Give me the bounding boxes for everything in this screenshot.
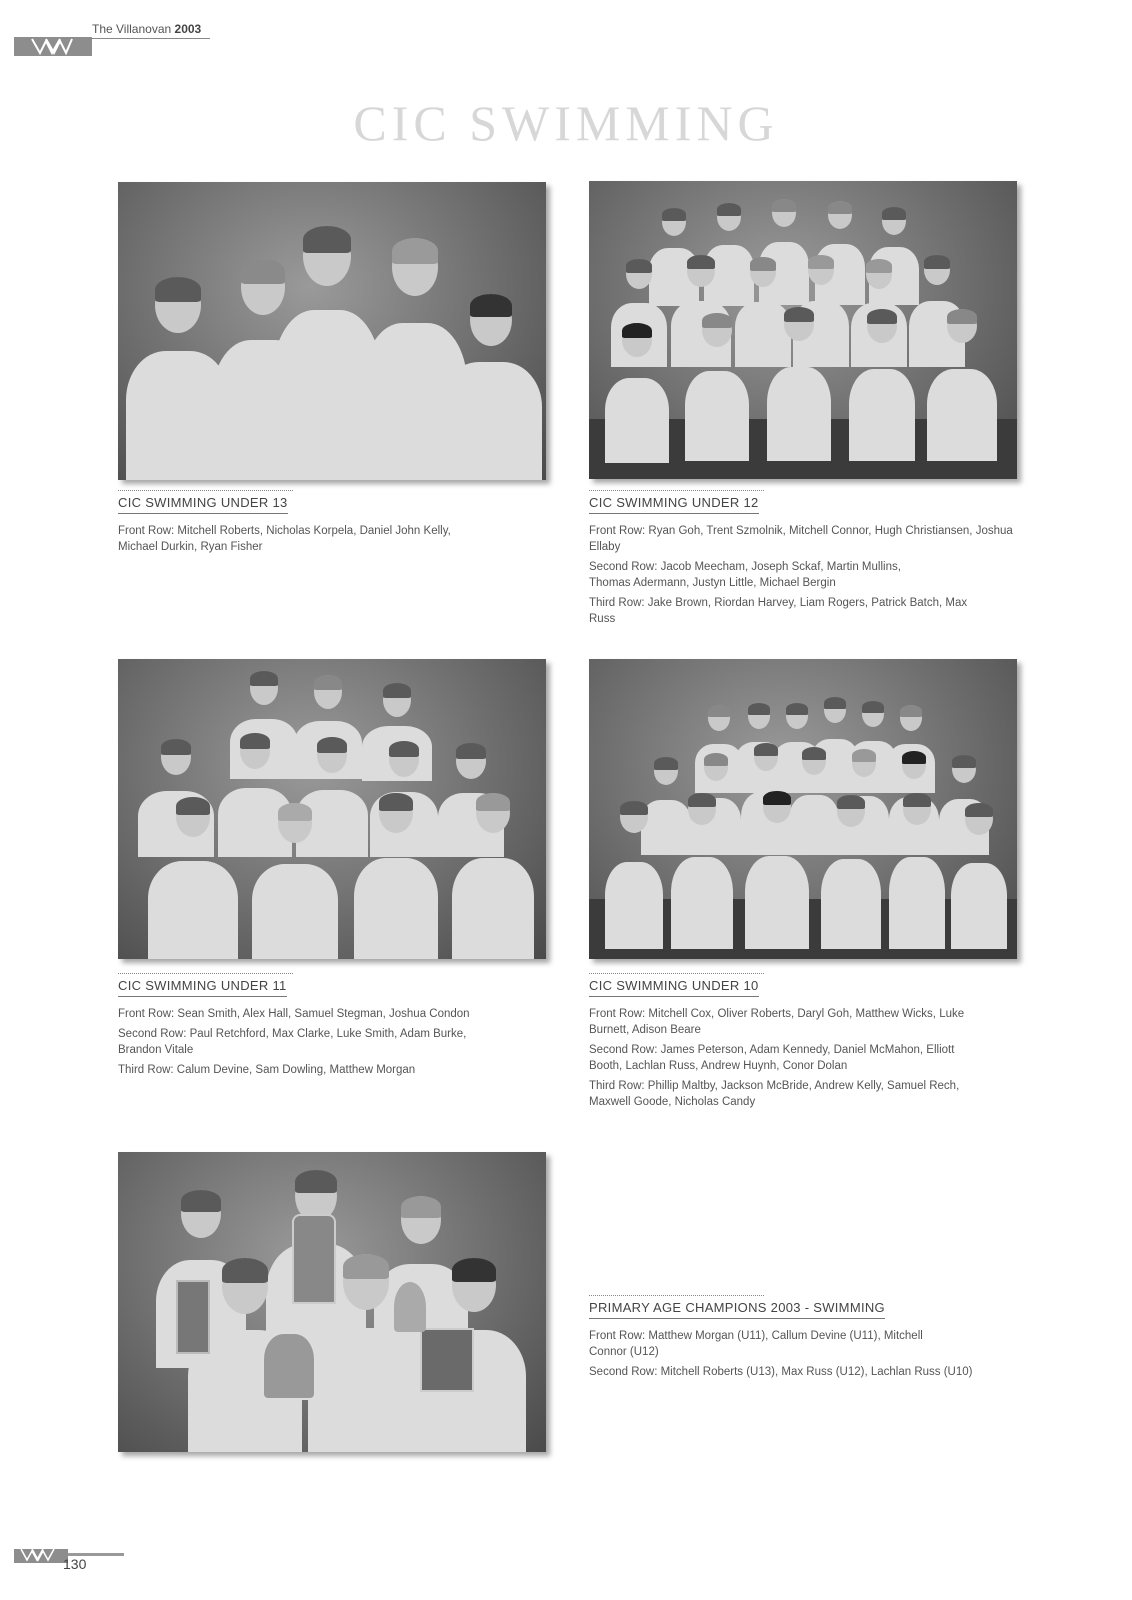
row-names: Front Row: Ryan Goh, Trent Szmolnik, Mitchell Connor, Hugh Christiansen, Joshua Ellaby xyxy=(589,525,1013,553)
caption-under-12 xyxy=(589,490,1029,631)
publication-name: The Villanovan xyxy=(92,22,172,36)
photo-under-12 xyxy=(589,181,1017,479)
row-names: Front Row: Sean Smith, Alex Hall, Samuel Stegman, Joshua Condon xyxy=(118,1008,470,1020)
photo-under-13 xyxy=(118,182,546,480)
caption-primary-age-champions xyxy=(589,1295,1029,1384)
row-names: Front Row: Matthew Morgan (U11), Callum Devine (U11), Mitchell Connor (U12) xyxy=(589,1330,923,1358)
row-names: Third Row: Phillip Maltby, Jackson McBride, Andrew Kelly, Samuel Rech, Maxwell Goode, Nicholas Candy xyxy=(589,1080,960,1108)
page-number: 130 xyxy=(63,1556,87,1572)
caption-under-10 xyxy=(589,973,1029,1114)
publication-title xyxy=(92,22,201,36)
publication-year: 2003 xyxy=(174,22,202,36)
row-names: Front Row: Mitchell Cox, Oliver Roberts, Daryl Goh, Matthew Wicks, Luke Burnett, Adison Beare xyxy=(589,1008,965,1036)
section-title: CIC SWIMMING UNDER 11 xyxy=(118,978,287,997)
row-names: Second Row: Paul Retchford, Max Clarke, Luke Smith, Adam Burke, Brandon Vitale xyxy=(118,1028,467,1056)
photo-under-11 xyxy=(118,659,546,959)
page-title: CIC SWIMMING xyxy=(353,95,779,151)
photo-primary-age-champions xyxy=(118,1152,546,1452)
section-title: CIC SWIMMING UNDER 10 xyxy=(589,978,759,997)
row-names: Second Row: Mitchell Roberts (U13), Max Russ (U12), Lachlan Russ (U10) xyxy=(589,1366,973,1378)
villanova-vv-logo-icon xyxy=(20,1546,56,1563)
row-names: Third Row: Jake Brown, Riordan Harvey, Liam Rogers, Patrick Batch, Max Russ xyxy=(589,597,968,625)
header-rule xyxy=(92,38,210,39)
row-names: Third Row: Calum Devine, Sam Dowling, Matthew Morgan xyxy=(118,1064,416,1076)
row-names: Second Row: Jacob Meecham, Joseph Sckaf, Martin Mullins, Thomas Adermann, Justyn Little, Michael Bergin xyxy=(589,561,901,589)
villanova-vv-logo-icon xyxy=(30,35,74,57)
row-names: Front Row: Mitchell Roberts, Nicholas Korpela, Daniel John Kelly, Michael Durkin, Ryan Fisher xyxy=(118,525,451,553)
row-names: Second Row: James Peterson, Adam Kennedy, Daniel McMahon, Elliott Booth, Lachlan Russ, Andrew Huynh, Conor Dolan xyxy=(589,1044,955,1072)
section-title: CIC SWIMMING UNDER 13 xyxy=(118,495,288,514)
section-title: CIC SWIMMING UNDER 12 xyxy=(589,495,759,514)
photo-under-10 xyxy=(589,659,1017,959)
section-title: PRIMARY AGE CHAMPIONS 2003 - SWIMMING xyxy=(589,1300,885,1319)
caption-under-13 xyxy=(118,490,558,559)
caption-under-11 xyxy=(118,973,558,1082)
